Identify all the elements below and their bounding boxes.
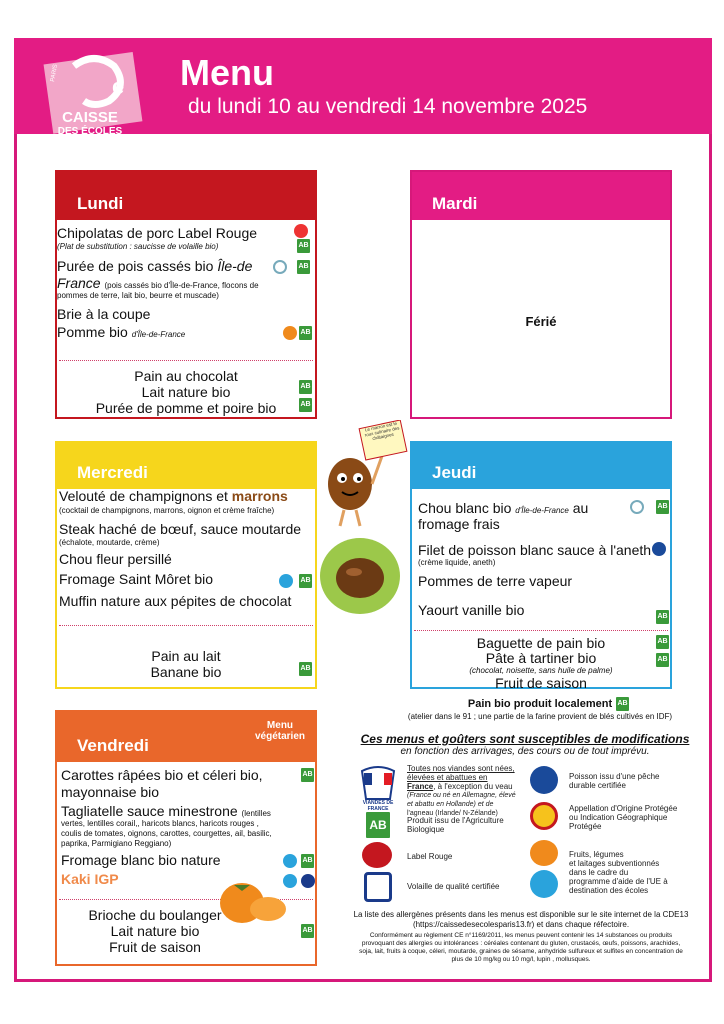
bio-icon: AB (656, 635, 669, 649)
gouter-item: Banane bio (150, 664, 222, 680)
menu-item-cont: fromage frais (418, 516, 500, 532)
kaki-illustration (214, 875, 290, 927)
viandes-de-france-icon (356, 765, 400, 805)
gouter-note: (chocolat, noisette, sans huile de palme) (469, 666, 613, 675)
menu-item-note: paprika, Parmigiano Reggiano) (61, 839, 172, 848)
legend-aop: Appellation d'Origine Protégée ou Indication Géographique Protégée (569, 804, 678, 831)
bio-legend-icon: AB (366, 812, 390, 838)
mardi-header: Mardi (412, 172, 670, 220)
menu-item-note: (crème liquide, aneth) (418, 558, 496, 567)
terroir-icon (630, 500, 644, 514)
bio-icon: AB (297, 239, 310, 253)
gouter-item: Pain au lait (151, 648, 221, 664)
volaille-certifiee-icon (364, 872, 392, 902)
svg-text:e: e (112, 74, 125, 99)
page-subtitle: du lundi 10 au vendredi 14 novembre 2025 (188, 95, 588, 118)
menu-item: Chou blanc bio d'Île-de-France au (418, 500, 589, 516)
mardi-card (410, 170, 672, 419)
fruit-icon (283, 326, 297, 340)
divider (59, 360, 313, 361)
menu-item: Tagliatelle sauce minestrone (lentilles (61, 803, 271, 819)
pain-bio-note: (atelier dans le 91 ; une partie de la farine provient de blés cultivés en IDF) (407, 712, 673, 721)
label-rouge-legend-icon (362, 842, 392, 868)
menu-item: Brie à la coupe (57, 306, 151, 322)
legend-bio: Produit issu de l'Agriculture Biologique (407, 816, 504, 834)
divider (414, 630, 668, 631)
terroir-icon (273, 260, 287, 274)
menu-item: Chou fleur persillé (59, 551, 172, 567)
label-rouge-icon (294, 224, 308, 238)
bio-icon: AB (299, 662, 312, 676)
mascot-sign-text: Le marron est le roux culinaire des châtaignes (364, 420, 400, 442)
divider (59, 625, 313, 626)
menu-item-note: pommes de terre, lait bio, beurre et muscade) (57, 291, 219, 300)
menu-item: Purée de pois cassés bio Île-de (57, 258, 253, 274)
menu-item: Steak haché de bœuf, sauce moutarde (59, 521, 302, 537)
menu-item-note: (cocktail de champignons, marrons, oignon et crème fraîche) (59, 506, 275, 515)
eu-school-icon (279, 574, 293, 588)
menu-item-cont: France (pois cassés bio d'Île-de-France, flocons de (57, 275, 259, 291)
viandes-label: VIANDES DE FRANCE (362, 800, 394, 812)
peche-durable-legend-icon (530, 766, 558, 794)
gouter-item: Purée de pomme et poire bio (95, 400, 277, 416)
menu-item: Kaki IGP (61, 871, 119, 887)
menu-item-note: (échalote, moutarde, crème) (59, 538, 160, 547)
page-title: Menu (180, 52, 274, 93)
menu-item: Filet de poisson blanc sauce à l'aneth (418, 542, 652, 558)
bio-icon: AB (616, 697, 629, 711)
bio-icon: AB (656, 500, 669, 514)
menu-item-note: vertes, lentilles corail,, haricots blancs, haricots rouges , (61, 819, 259, 828)
eu-school-icon (283, 854, 297, 868)
fruits-eu-icon (530, 840, 558, 866)
menu-item: Pommes de terre vapeur (418, 573, 573, 589)
mercredi-card (55, 441, 317, 689)
vendredi-card (55, 710, 317, 966)
peche-durable-icon (652, 542, 666, 556)
legend-viandes: Toutes nos viandes sont nées, élevées et abattues en France, à l'exception du veau (France ou né en Allemagne, élevé et abattu en Hollande) et de l'agneau (Irlande/ N-Zélande) (407, 764, 516, 817)
gouter-item: Brioche du boulanger (88, 907, 222, 923)
regulation-note: soja, lait, fruits à coque, céleri, moutarde, graines de sésame, anhydride sulfureux et sulfites en concentration de (359, 948, 683, 955)
jeudi-header: Jeudi (412, 443, 670, 489)
logo-line1: CAISSE (62, 109, 118, 126)
regulation-note: Conformément au règlement CE n°1169/2011, les menus peuvent contenir les 14 substances ou produits (369, 932, 673, 939)
allergens-info-link: (https://caissedesecolesparis13.fr) et dans chaque réfectoire. (412, 920, 630, 929)
menu-item: Chipolatas de porc Label Rouge (57, 225, 258, 241)
jeudi-card (410, 441, 672, 689)
gouter-item: Fruit de saison (109, 939, 201, 955)
bio-icon: AB (656, 653, 669, 667)
modifications-sub: en fonction des arrivages, des cours ou de tout imprévu. (400, 746, 650, 757)
menu-item: Fromage Saint Môret bio (59, 571, 214, 587)
ferie-note: Férié (525, 314, 557, 329)
bio-icon: AB (301, 924, 314, 938)
lundi-header: Lundi (57, 172, 315, 220)
menu-item-note: (Plat de substitution : saucisse de volaille bio) (57, 242, 219, 251)
menu-item-cont: mayonnaise bio (61, 784, 160, 800)
menu-item: Velouté de champignons et marrons (59, 488, 288, 504)
eu-school-legend-icon (530, 870, 558, 898)
menu-item: Pomme bio d'Île-de-France (57, 324, 186, 340)
modifications-title: Ces menus et goûters sont susceptibles de modifications (360, 732, 690, 746)
aop-igp-icon (530, 802, 558, 830)
bio-icon: AB (299, 398, 312, 412)
lundi-card (55, 170, 317, 419)
svg-text:PARIS: PARIS (50, 64, 60, 83)
legend-peche: Poisson issu d'une pêche durable certifiée (569, 772, 660, 790)
pain-bio-line: Pain bio produit localement (467, 698, 613, 710)
legend-volaille: Volaille de qualité certifiée (407, 882, 500, 891)
gouter-item: Lait nature bio (141, 384, 231, 400)
legend-label-rouge: Label Rouge (407, 852, 453, 861)
logo-line2: DES ÉCOLES (57, 126, 123, 137)
chestnut-illustration (314, 530, 406, 620)
vegetarian-tag: Menu végétarien (254, 720, 305, 742)
bio-icon: AB (299, 326, 312, 340)
vendredi-header: Vendredi (57, 712, 315, 762)
bio-icon: AB (297, 260, 310, 274)
regulation-note: provoquant des allergies ou intolérances : céréales contenant du gluten, crustacés, œufs, poissons, arachides, (361, 940, 681, 947)
gouter-item: Pâte à tartiner bio (485, 650, 597, 666)
bio-icon: AB (301, 854, 314, 868)
menu-item: Yaourt vanille bio (418, 602, 525, 618)
gouter-item: Fruit de saison (495, 675, 587, 691)
igp-icon (301, 874, 315, 888)
allergens-info: La liste des allergènes présents dans les menus est disponible sur le site internet de la CDE13 (353, 910, 689, 919)
gouter-item: Pain au chocolat (134, 368, 238, 384)
menu-item: Carottes râpées bio et céleri bio, (61, 767, 263, 783)
mercredi-header: Mercredi (57, 443, 315, 489)
bio-icon: AB (656, 610, 669, 624)
regulation-note: plus de 10 mg/kg ou 10 mg/l, lupin , mollusques. (451, 956, 591, 963)
menu-item-note: coulis de tomates, oignons, carottes, courgettes, ail, basilic, (61, 829, 272, 838)
bio-icon: AB (299, 380, 312, 394)
gouter-item: Lait nature bio (110, 923, 200, 939)
bio-icon: AB (301, 768, 314, 782)
gouter-item: Baguette de pain bio (476, 635, 606, 651)
legend-fruits: Fruits, légumes et laitages subventionnés dans le cadre du programme d'aide de l'UE à destination des écoles (569, 850, 668, 895)
menu-item: Muffin nature aux pépites de chocolat (59, 593, 292, 609)
bio-icon: AB (299, 574, 312, 588)
menu-item: Fromage blanc bio nature (61, 852, 221, 868)
